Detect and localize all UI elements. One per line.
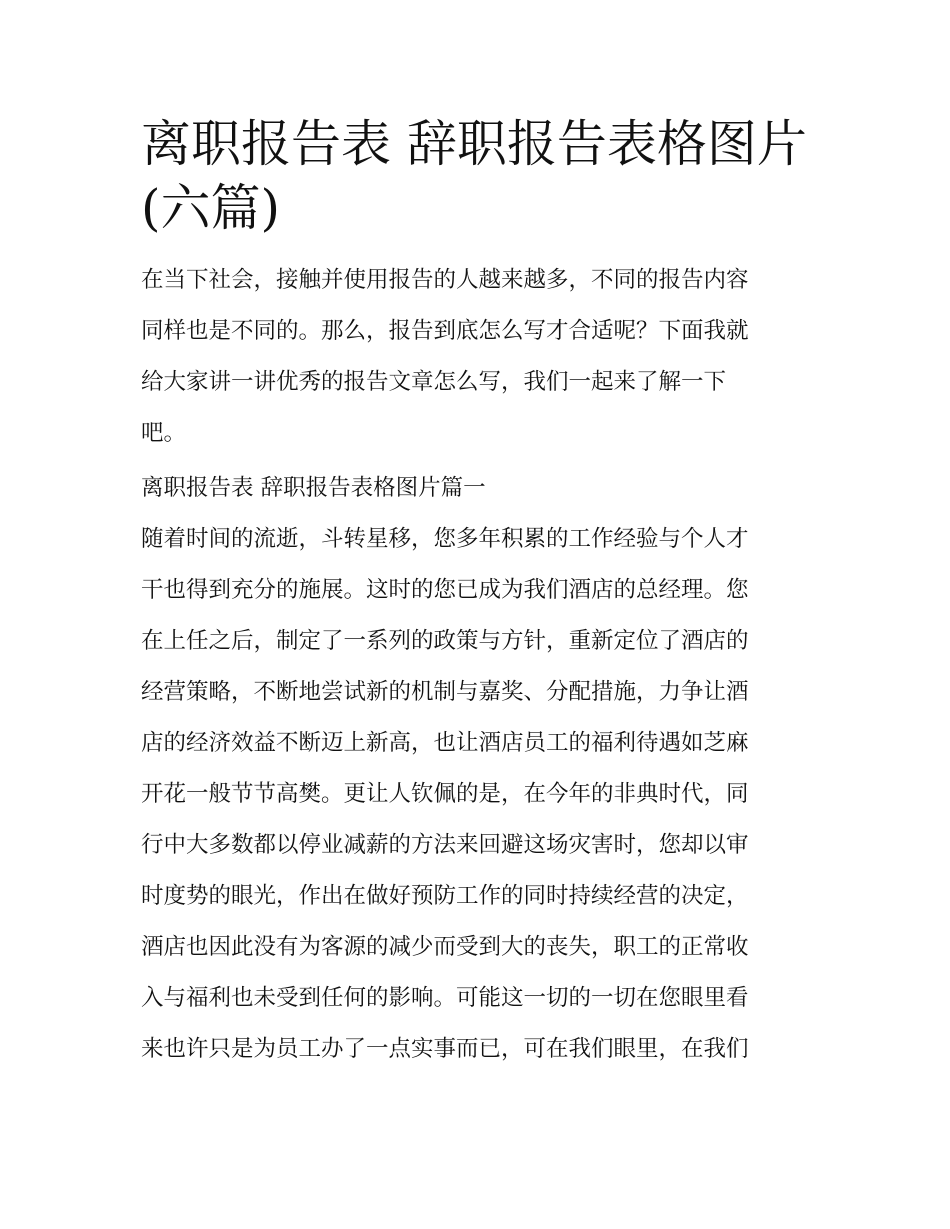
body-line: 行中大多数都以停业减薪的方法来回避这场灾害时，您却以审 [141, 832, 749, 858]
body-line: 随着时间的流逝，斗转星移，您多年积累的工作经验与个人才 [141, 526, 749, 552]
document-page [141, 112, 813, 1086]
title-line-2: (六篇) [141, 179, 281, 237]
body-line: 店的经济效益不断迈上新高，也让酒店员工的福利待遇如芝麻 [141, 730, 749, 756]
body-line: 在上任之后，制定了一系列的政策与方针，重新定位了酒店的 [141, 628, 749, 654]
body-line: 干也得到充分的施展。这时的您已成为我们酒店的总经理。您 [141, 577, 749, 603]
body-line: 开花一般节节高樊。更让人钦佩的是，在今年的非典时代，同 [141, 781, 749, 807]
body-line: 来也许只是为员工办了一点实事而已，可在我们眼里，在我们 [141, 1036, 749, 1062]
body-paragraph [141, 521, 813, 1067]
body-line: 酒店也因此没有为客源的减少而受到大的丧失，职工的正常收 [141, 934, 749, 960]
intro-line: 吧。 [141, 420, 187, 446]
intro-paragraph [141, 262, 813, 451]
body-line: 经营策略，不断地尝试新的机制与嘉奖、分配措施，力争让酒 [141, 679, 749, 705]
intro-line: 同样也是不同的。那么，报告到底怎么写才合适呢？下面我就 [141, 318, 749, 344]
title-line-1: 离职报告表 辞职报告表格图片 [141, 115, 807, 173]
intro-line: 给大家讲一讲优秀的报告文章怎么写，我们一起来了解一下 [141, 369, 727, 395]
body-line: 入与福利也未受到任何的影响。可能这一切的一切在您眼里看 [141, 985, 749, 1011]
intro-line: 在当下社会，接触并使用报告的人越来越多，不同的报告内容 [141, 267, 749, 293]
body-line: 时度势的眼光，作出在做好预防工作的同时持续经营的决定， [141, 883, 749, 909]
section-heading: 离职报告表 辞职报告表格图片篇一 [141, 475, 486, 501]
document-title [141, 112, 813, 240]
